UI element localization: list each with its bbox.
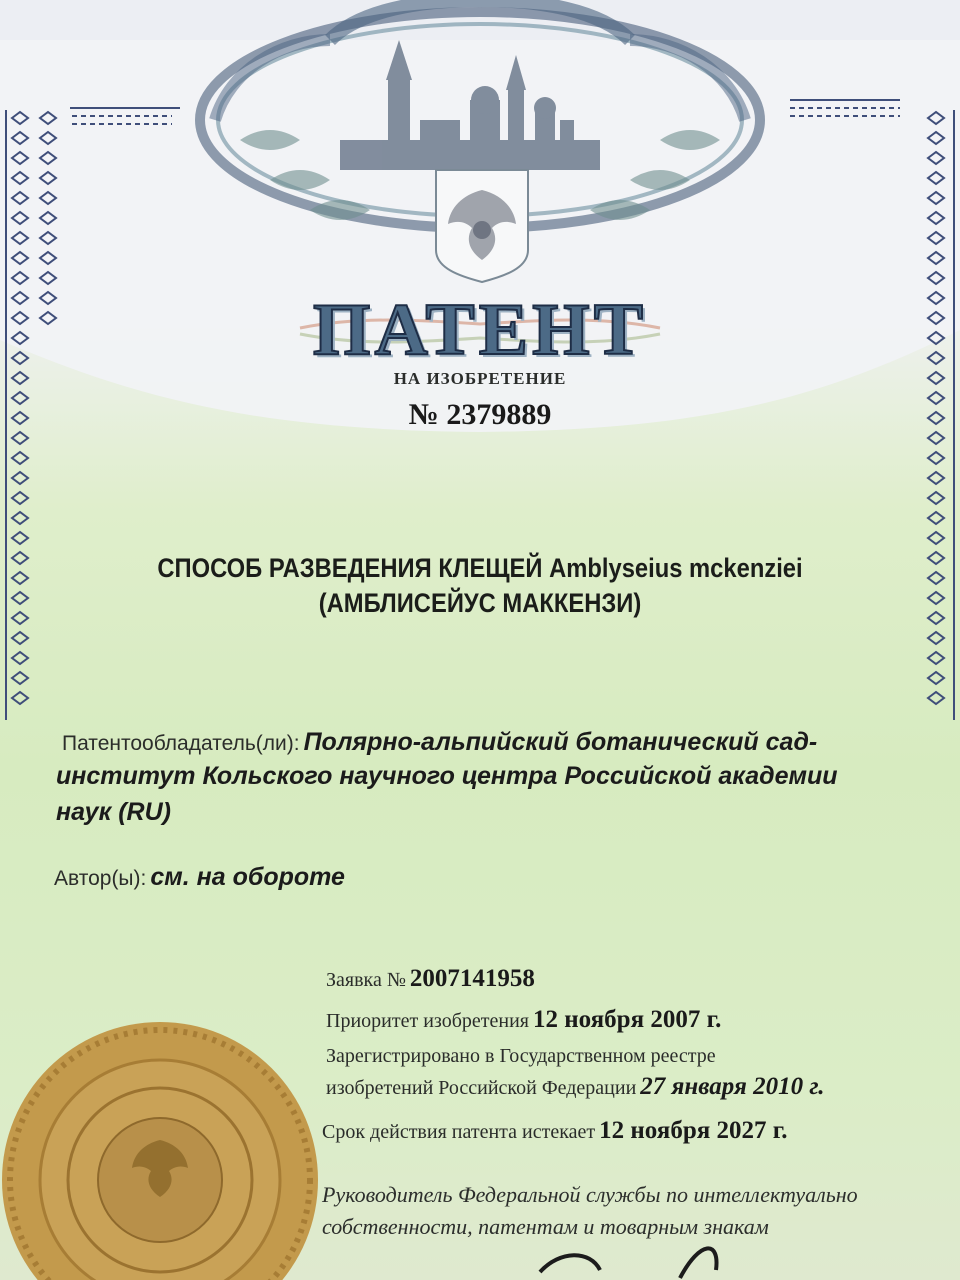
priority-row (326, 1006, 721, 1034)
patent-holder-row (62, 728, 817, 757)
application-number: 2007141958 (409, 965, 535, 992)
registered-row (326, 1073, 825, 1101)
head-title-line2: собственности, патентам и товарным знакам (322, 1214, 769, 1239)
coat-of-arms-icon (436, 170, 528, 282)
expiry-date: 12 ноября 2027 г. (599, 1117, 788, 1144)
document-subtitle: НА ИЗОБРЕТЕНИЕ (393, 369, 567, 388)
author-label: Автор(ы): (54, 867, 147, 890)
invention-title-line1: СПОСОБ РАЗВЕДЕНИЯ КЛЕЩЕЙ Amblyseius mckenziei (157, 553, 803, 583)
priority-label: Приоритет изобретения (326, 1010, 529, 1032)
head-title-line1: Руководитель Федеральной службы по интеллектуально (322, 1182, 858, 1207)
patent-holder-line1: Полярно-альпийский ботанический сад- (303, 728, 818, 756)
document-title: ПАТЕНТ (312, 289, 648, 371)
patent-holder-line2: институт Кольского научного центра Российской академии (56, 762, 838, 790)
expiry-row (322, 1117, 788, 1145)
registered-line1: Зарегистрировано в Государственном реестре (326, 1045, 716, 1067)
priority-date: 12 ноября 2007 г. (532, 1006, 722, 1033)
registered-line2: изобретений Российской Федерации (326, 1077, 637, 1099)
expiry-label: Срок действия патента истекает (322, 1121, 596, 1143)
author-row (54, 863, 345, 892)
application-row (326, 965, 535, 993)
patent-holder-line3: наук (RU) (56, 798, 171, 826)
registered-date: 27 января 2010 г. (640, 1073, 825, 1100)
patent-number: № 2379889 (408, 398, 552, 431)
gold-seal-icon (2, 1022, 318, 1280)
signature-icon (540, 1248, 717, 1278)
author-value: см. на обороте (150, 863, 345, 891)
patent-holder-label: Патентообладатель(ли): (62, 732, 300, 755)
application-label: Заявка № (326, 969, 406, 991)
invention-title-line2: (АМБЛИСЕЙУС МАККЕНЗИ) (318, 588, 642, 618)
